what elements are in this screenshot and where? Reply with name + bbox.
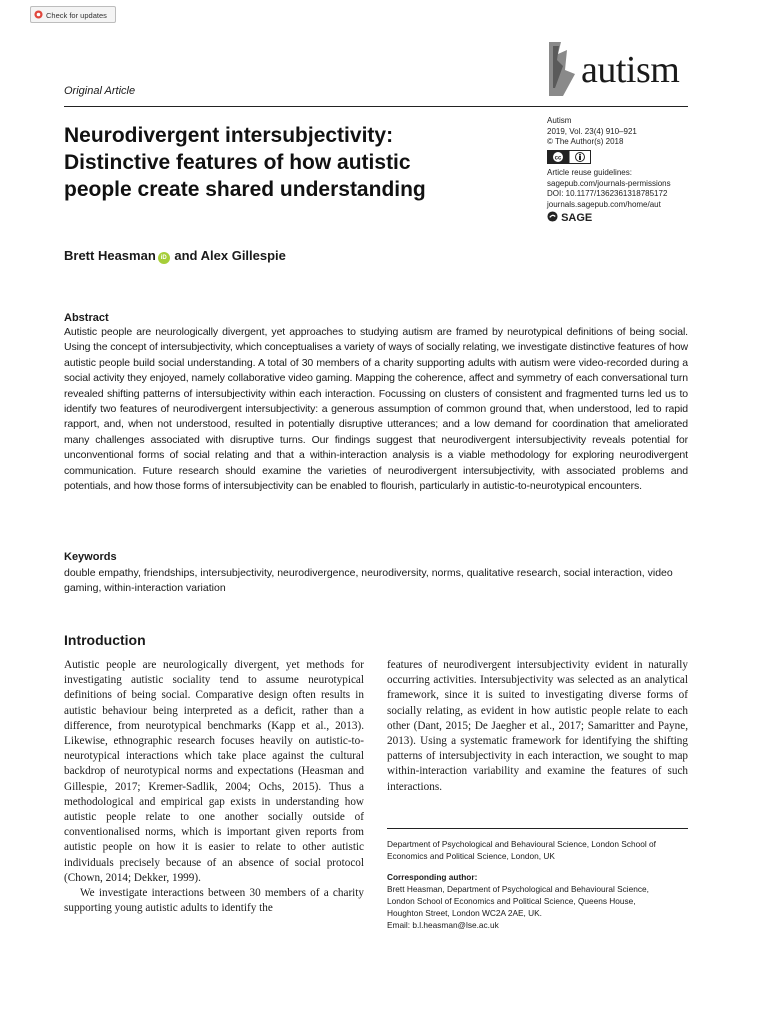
check-for-updates-badge[interactable] bbox=[30, 6, 116, 23]
sage-icon bbox=[547, 212, 561, 224]
svg-text:cc: cc bbox=[554, 155, 562, 161]
autism-puzzle-icon bbox=[545, 40, 585, 98]
publisher-name: SAGE bbox=[561, 212, 593, 224]
keywords-heading: Keywords bbox=[64, 551, 117, 563]
corresponding-author bbox=[387, 871, 692, 931]
corresponding-line: Houghton Street, London WC2A 2AE, UK. bbox=[387, 908, 542, 918]
paragraph: Autistic people are neurologically divergent, yet methods for investigating autistic sociality tend to assume neurotypical definitions of being social. Comparative design often results in autistic behaviour being interpreted as a deficit, rather than a difference, from neurotypical benchmarks (Kapp et al., 2013). Likewise, ethnographic research focuses heavily on autistic-to-neurotypical interactions which take place against the cultural backdrop of neurotypical norms and expectations (Heasman and Gillespie, 2017; Kremer-Sadlik, 2004; Ochs, 2015). Thus a methodological and empirical gap exists in understanding how autistic people relate to one another socially outside of conventionalised norms, which is important given reports from autistic people on how it is easier to relate to other autistic individuals precisely because of an absence of social protocol (Chown, 2014; Dekker, 1999). bbox=[64, 659, 364, 884]
orcid-icon[interactable]: iD bbox=[158, 252, 170, 264]
cc-by-icon bbox=[547, 150, 591, 168]
abstract-text: Autistic people are neurologically divergent, yet approaches to studying autism are framed by neurotypical definitions of being social. Using the concept of intersubjectivity, which conceptualises a variety of ways of socially relating, we investigate distinctive features of how autistic people build social understanding. A total of 30 members of a charity supporting adults with autism were video-recorded during a social activity they enjoyed, namely collaborative video gaming. Mapping the coherence, affect and symmetry of each conversational turn revealed shifting patterns of intersubjectivity within each interaction. Focussing on clusters of consistent and fragmented turns led us to identify two features of neurodivergent intersubjectivity: a generous assumption of common ground that, when understood, led to rapid rapport, and, when not understood, resulted in potentially disruptive utterances; and a low demand for coordination that ameliorated many challenges associated with disruptive turns. Our findings suggest that neurodivergent intersubjectivity reveals potential for unconventional forms of social relating and that a within-interaction analysis is a viable methodology for exploring neurodivergent communication. Future research should examine the varieties of neurodivergent intersubjectivity, with associated problems and potentials, and how those forms of intersubjectivity can be enabled to flourish, particularly in autistic-to-neurotypical encounters. bbox=[64, 326, 688, 493]
meta-home-link[interactable]: journals.sagepub.com/home/aut bbox=[547, 199, 661, 209]
keywords-text: double empathy, friendships, intersubjectivity, neurodivergence, neurodiversity, norms, qualitative research, social interaction, video gaming, within-interaction variation bbox=[64, 567, 673, 595]
meta-doi[interactable]: DOI: 10.1177/1362361318785172 bbox=[547, 189, 668, 198]
paragraph: We investigate interactions between 30 members of a charity supporting young autistic adults to identify the bbox=[64, 887, 364, 915]
corresponding-line: Brett Heasman, Department of Psychological and Behavioural Science, bbox=[387, 884, 649, 894]
paragraph: features of neurodivergent intersubjectivity evident in naturally occurring activities. Intersubjectivity was selected as an analytical framework, since it is suited to investigating diverse forms of socially relating, as evident in how autistic people relate to each other (Dant, 2015; De Jaegher et al., 2017; Samaritter and Payne, 2013). Using a systematic framework for identifying the shifting patterns of intersubjectivity in each interaction, we sought to map within-interaction variability and examine the features of such interactions. bbox=[387, 659, 688, 793]
header-divider bbox=[64, 106, 688, 107]
title-line: Neurodivergent intersubjectivity: bbox=[64, 124, 394, 147]
body-column-left bbox=[64, 658, 364, 916]
footnote-divider bbox=[387, 828, 688, 829]
meta-citation: 2019, Vol. 23(4) 910–921 bbox=[547, 126, 637, 136]
publisher-logo bbox=[547, 211, 707, 225]
article-title bbox=[64, 122, 484, 203]
journal-wordmark: autism bbox=[581, 49, 680, 91]
title-line: people create shared understanding bbox=[64, 178, 426, 201]
journal-logo bbox=[545, 40, 695, 98]
meta-reuse-label: Article reuse guidelines: bbox=[547, 168, 632, 177]
corresponding-email[interactable]: Email: b.l.heasman@lse.ac.uk bbox=[387, 920, 499, 930]
authors bbox=[64, 248, 286, 264]
author-name: Brett Heasman bbox=[64, 248, 156, 263]
article-type: Original Article bbox=[64, 85, 136, 97]
meta-journal: Autism bbox=[547, 116, 572, 125]
author-name: and Alex Gillespie bbox=[174, 248, 286, 263]
abstract-heading: Abstract bbox=[64, 312, 109, 324]
introduction-heading: Introduction bbox=[64, 632, 146, 648]
meta-reuse-link[interactable]: sagepub.com/journals-permissions bbox=[547, 178, 671, 188]
corresponding-heading: Corresponding author: bbox=[387, 872, 478, 882]
affiliation: Department of Psychological and Behavioural Science, London School of Economics and Political Science, London, UK bbox=[387, 839, 656, 861]
corresponding-line: London School of Economics and Political Science, Queens House, bbox=[387, 896, 636, 906]
title-line: Distinctive features of how autistic bbox=[64, 151, 411, 174]
article-meta bbox=[547, 116, 707, 225]
badge-label: Check for updates bbox=[46, 11, 107, 20]
update-check-icon bbox=[34, 8, 43, 25]
meta-copyright: © The Author(s) 2018 bbox=[547, 137, 624, 146]
body-column-right bbox=[387, 658, 688, 795]
